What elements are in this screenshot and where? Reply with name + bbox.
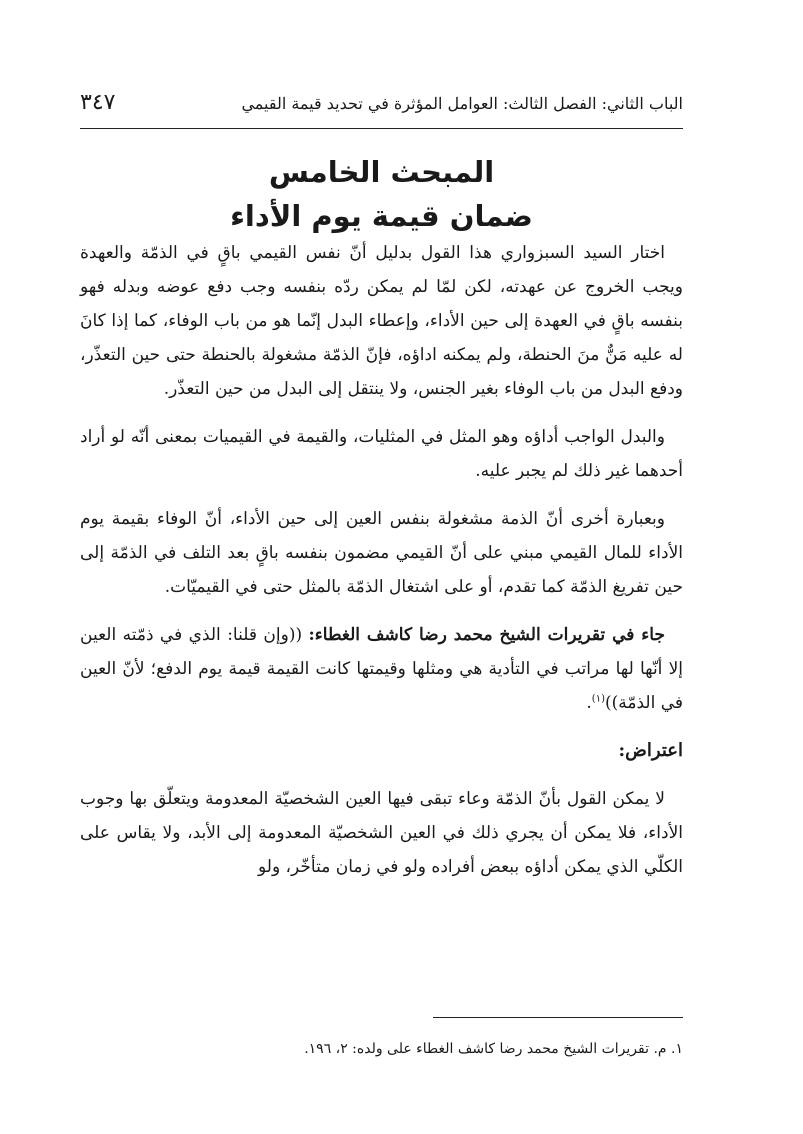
footnote: ١. م. تقريرات الشيخ محمد رضا كاشف الغطاء على ولده: ٢، ١٩٦. [304,1041,683,1057]
section-title [80,150,683,238]
footnote-divider [433,1017,683,1018]
paragraph-2: والبدل الواجب أداؤه وهو المثل في المثليات، والقيمة في القيميات بمعنى أنّه لو أراد أحدهما غير ذلك لم يجبر عليه. [80,427,683,481]
body-text [80,236,683,898]
header-title: الباب الثاني: الفصل الثالث: العوامل المؤثرة في تحديد قيمة القيمي [241,94,683,113]
running-header [80,88,683,129]
paragraph-5: لا يمكن القول بأنّ الذمّة وعاء تبقى فيها العين الشخصيّة المعدومة ويتعلّق بها وجوب الأداء، فلا يمكن أن يجري ذلك في العين الشخصيّة المعدومة إلى الأبد، ولا يقاس على الكلّي الذي يمكن أداؤه ببعض أفراده ولو في زمان متأخّر، ولو [80,789,683,877]
objection-heading: اعتراض: [618,740,683,761]
footnote-ref: (١) [591,693,605,705]
paragraph-3: وبعبارة أخرى أنّ الذمة مشغولة بنفس العين إلى حين الأداء، أنّ الوفاء بقيمة يوم الأداء للمال القيمي مبني على أنّ القيمي مضمون بنفسه باقٍ بعد التلف في الذمّة إلى حين تفريغ الذمّة كما تقدم، أو على اشتغال الذمّة بالمثل حتى في القيميّات. [80,509,683,597]
section-title-line-2: ضمان قيمة يوم الأداء [230,199,533,233]
paragraph-1: اختار السيد السبزواري هذا القول بدليل أنّ نفس القيمي باقٍ في الذمّة والعهدة ويجب الخروج عن عهدته، لكن لمّا لم يمكن ردّه بنفسه وجب دفع عوضه وبدله فهو بنفسه باقٍ في العهدة إلى حين الأداء، وإعطاء البدل إنّما هو من باب الوفاء، كما إذا كانَ له عليه مَنٌّ منَ الحنطة، ولم يمكنه اداؤه، فإنّ الذمّة مشغولة بالحنطة حتى حين التعذّر، ودفع البدل من باب الوفاء بغير الجنس، ولا ينتقل إلى البدل من حين التعذّر. [80,243,683,399]
quote-text: ((وإن قلنا: الذي في ذمّته العين إلا أنّها لها مراتب في التأدية هي ومثلها وقيمتها كانت القيمة قيمة يوم الدفع؛ لأنّ العين في الذمّة)) [80,625,683,713]
paragraph-4 [80,618,683,720]
section-title-line-1: المبحث الخامس [268,155,495,189]
quote-source: جاء في تقريرات الشيخ محمد رضا كاشف الغطاء: [308,625,665,645]
page-number: ٣٤٧ [80,90,116,115]
quote-end: . [586,693,592,713]
